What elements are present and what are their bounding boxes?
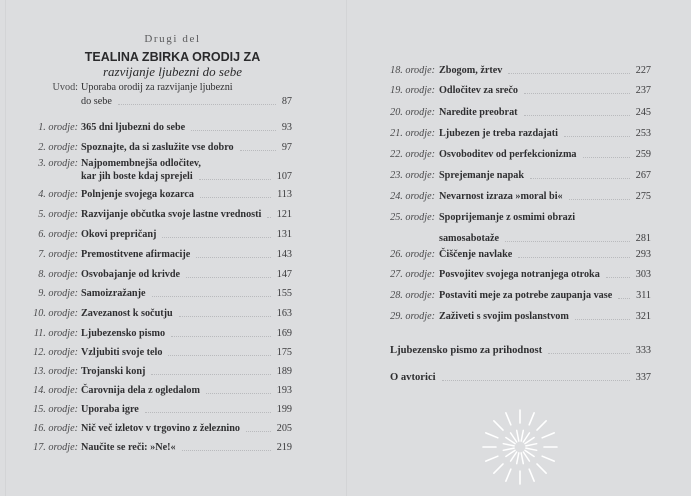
dot-leader bbox=[618, 298, 630, 299]
entry-label: 22. orodje: bbox=[390, 149, 435, 160]
sunburst-ray bbox=[506, 469, 511, 481]
toc-entry[interactable] bbox=[0, 208, 345, 221]
entry-title: Razvijanje občutka svoje lastne vrednosti bbox=[81, 209, 262, 220]
entry-title: Čiščenje navlake bbox=[439, 249, 513, 260]
entry-title: Uporaba orodij za razvijanje ljubezni bbox=[81, 82, 233, 93]
toc-entry[interactable] bbox=[345, 64, 690, 77]
toc-entry[interactable] bbox=[0, 81, 345, 108]
entry-title: Postaviti meje za potrebe zaupanja vase bbox=[439, 290, 613, 301]
entry-label: 25. orodje: bbox=[390, 212, 435, 223]
page-number: 237 bbox=[635, 85, 651, 96]
entry-label: 10. orodje: bbox=[33, 308, 78, 319]
sunburst-ray bbox=[494, 421, 503, 430]
entry-label: 6. orodje: bbox=[38, 229, 78, 240]
entry-label: 19. orodje: bbox=[390, 85, 435, 96]
page-number: 189 bbox=[276, 366, 292, 377]
sunburst-ray bbox=[486, 456, 498, 461]
entry-label: 15. orodje: bbox=[33, 404, 78, 415]
entry-title: Čarovnija dela z ogledalom bbox=[81, 385, 200, 396]
sunburst-ray bbox=[526, 444, 537, 446]
dot-leader bbox=[240, 150, 276, 151]
page-number: 205 bbox=[276, 423, 292, 434]
sunburst-ray bbox=[537, 421, 546, 430]
entry-label: 8. orodje: bbox=[38, 269, 78, 280]
sunburst-ray bbox=[537, 464, 546, 473]
sunburst-ray bbox=[486, 433, 498, 438]
entry-label: Uvod: bbox=[52, 82, 78, 93]
entry-label: 20. orodje: bbox=[390, 107, 435, 118]
entry-title: Zavezanost k sočutju bbox=[81, 308, 173, 319]
sunburst-ray bbox=[494, 464, 503, 473]
toc-entry[interactable] bbox=[345, 169, 690, 182]
toc-entry[interactable] bbox=[345, 106, 690, 119]
entry-title: Spoprijemanje z osmimi obrazi bbox=[439, 212, 576, 223]
entry-label: 23. orodje: bbox=[390, 170, 435, 181]
dot-leader bbox=[524, 115, 630, 116]
entry-label: 9. orodje: bbox=[38, 288, 78, 299]
back-matter-entry[interactable] bbox=[345, 371, 691, 384]
entry-title: Nič več izletov v trgovino z železnino bbox=[81, 423, 240, 434]
page-number: 143 bbox=[276, 249, 292, 260]
toc-entry[interactable] bbox=[345, 248, 690, 261]
entry-label: 11. orodje: bbox=[33, 328, 78, 339]
sunburst-ray bbox=[503, 444, 514, 446]
page-number: 147 bbox=[276, 269, 292, 280]
toc-entry[interactable] bbox=[0, 248, 345, 261]
sunburst-icon bbox=[480, 407, 560, 487]
part-label: Drugi del bbox=[144, 33, 201, 45]
entry-title: Okovi prepričanj bbox=[81, 229, 157, 240]
entry-label: 4. orodje: bbox=[38, 189, 78, 200]
toc-entry[interactable] bbox=[0, 384, 345, 397]
dot-leader bbox=[564, 136, 630, 137]
left-page bbox=[0, 0, 345, 496]
dot-leader bbox=[583, 157, 630, 158]
toc-entry[interactable] bbox=[345, 310, 690, 323]
entry-title: Zaživeti s svojim poslanstvom bbox=[439, 311, 569, 322]
dot-leader bbox=[442, 380, 630, 381]
part-title: TEALINA ZBIRKA ORODIJ ZA bbox=[84, 50, 261, 64]
page-number: 259 bbox=[635, 149, 651, 160]
dot-leader bbox=[191, 130, 276, 131]
toc-entry[interactable] bbox=[345, 190, 690, 203]
dot-leader bbox=[200, 197, 271, 198]
dot-leader bbox=[606, 277, 630, 278]
dot-leader bbox=[199, 179, 271, 180]
entry-title: kar jih boste kdaj sprejeli bbox=[81, 171, 193, 182]
page-number: 253 bbox=[635, 128, 651, 139]
entry-title: Najpomembnejša odločitev, bbox=[81, 158, 201, 169]
toc-entry[interactable] bbox=[0, 188, 345, 201]
sunburst-ray bbox=[506, 413, 511, 425]
page-number: 219 bbox=[276, 442, 292, 453]
toc-entry[interactable] bbox=[0, 287, 345, 300]
entry-title: Posvojitev svojega notranjega otroka bbox=[439, 269, 600, 280]
sunburst-ray bbox=[503, 448, 514, 450]
page-number: 199 bbox=[276, 404, 292, 415]
dot-leader bbox=[575, 319, 630, 320]
page-number: 227 bbox=[635, 65, 651, 76]
entry-label: 29. orodje: bbox=[390, 311, 435, 322]
entry-label: 14. orodje: bbox=[33, 385, 78, 396]
page-number: 321 bbox=[635, 311, 651, 322]
sunburst-ray bbox=[521, 430, 523, 441]
entry-title: Spoznajte, da si zaslužite vse dobro bbox=[81, 142, 234, 153]
toc-entry[interactable] bbox=[0, 228, 345, 241]
toc-entry[interactable] bbox=[345, 211, 690, 245]
toc-entry[interactable] bbox=[0, 121, 345, 134]
page-number: 121 bbox=[276, 209, 292, 220]
toc-entry[interactable] bbox=[0, 365, 345, 378]
dot-leader bbox=[162, 237, 270, 238]
dot-leader bbox=[530, 178, 630, 179]
page-number: 275 bbox=[635, 191, 651, 202]
entry-title: Polnjenje svojega kozarca bbox=[81, 189, 194, 200]
entry-label: 13. orodje: bbox=[33, 366, 78, 377]
dot-leader bbox=[118, 104, 276, 105]
toc-entry[interactable] bbox=[345, 84, 690, 97]
entry-label: 3. orodje: bbox=[38, 158, 78, 169]
entry-title: Ljubezensko pismo bbox=[81, 328, 166, 339]
entry-label: 21. orodje: bbox=[390, 128, 435, 139]
sunburst-ray bbox=[529, 413, 534, 425]
toc-entry[interactable] bbox=[0, 157, 345, 183]
sunburst-ray bbox=[542, 433, 554, 438]
entry-title: Premostitvene afirmacije bbox=[81, 249, 191, 260]
sunburst-ray bbox=[517, 430, 519, 441]
page-number: 245 bbox=[635, 107, 651, 118]
entry-title: Sprejemanje napak bbox=[439, 170, 524, 181]
entry-title: 365 dni ljubezni do sebe bbox=[81, 122, 186, 133]
page-edge bbox=[5, 0, 6, 496]
dot-leader bbox=[152, 296, 271, 297]
page-number: 193 bbox=[276, 385, 292, 396]
entry-title: Trojanski konj bbox=[81, 366, 146, 377]
sunburst-ray bbox=[529, 469, 534, 481]
page-number: 303 bbox=[635, 269, 651, 280]
dot-leader bbox=[505, 241, 630, 242]
dot-leader bbox=[267, 217, 270, 218]
dot-leader bbox=[145, 412, 271, 413]
entry-title: Vzljubiti svoje telo bbox=[81, 347, 163, 358]
entry-label: 28. orodje: bbox=[390, 290, 435, 301]
entry-title: samosabotaže bbox=[439, 233, 499, 244]
sunburst-ray bbox=[517, 453, 519, 464]
entry-title: Ljubezensko pismo za prihodnost bbox=[390, 345, 543, 356]
sunburst-ray bbox=[526, 448, 537, 450]
dot-leader bbox=[508, 73, 629, 74]
toc-entry[interactable] bbox=[0, 403, 345, 416]
entry-title: Ljubezen je treba razdajati bbox=[439, 128, 558, 139]
entry-title: Samoizražanje bbox=[81, 288, 146, 299]
page-number: 333 bbox=[635, 345, 651, 356]
toc-entry[interactable] bbox=[0, 422, 345, 435]
entry-label: 16. orodje: bbox=[33, 423, 78, 434]
toc-entry[interactable] bbox=[0, 307, 345, 320]
page-number: 293 bbox=[635, 249, 651, 260]
entry-label: 24. orodje: bbox=[390, 191, 435, 202]
entry-title: Zbogom, žrtev bbox=[439, 65, 503, 76]
page-number: 155 bbox=[276, 288, 292, 299]
toc-entry[interactable] bbox=[0, 268, 345, 281]
dot-leader bbox=[182, 450, 271, 451]
entry-title: Osvoboditev od perfekcionizma bbox=[439, 149, 577, 160]
dot-leader bbox=[186, 277, 271, 278]
entry-title: Odločitev za srečo bbox=[439, 85, 519, 96]
page-number: 107 bbox=[276, 171, 292, 182]
sunburst-ray bbox=[521, 453, 523, 464]
entry-title: Uporaba igre bbox=[81, 404, 139, 415]
entry-title: Osvobajanje od krivde bbox=[81, 269, 181, 280]
toc-entry[interactable] bbox=[345, 289, 690, 302]
entry-label: 2. orodje: bbox=[38, 142, 78, 153]
entry-title: Naučite se reči: »Ne!« bbox=[81, 442, 176, 453]
entry-title: Nevarnost izraza »moral bi« bbox=[439, 191, 563, 202]
toc-entry[interactable] bbox=[0, 441, 345, 454]
page-number: 267 bbox=[635, 170, 651, 181]
dot-leader bbox=[524, 93, 630, 94]
page-number: 87 bbox=[281, 96, 292, 107]
entry-label: 7. orodje: bbox=[38, 249, 78, 260]
entry-label: 27. orodje: bbox=[390, 269, 435, 280]
entry-label: 5. orodje: bbox=[38, 209, 78, 220]
dot-leader bbox=[518, 257, 629, 258]
back-matter-entry[interactable] bbox=[345, 344, 691, 357]
toc-entry[interactable] bbox=[345, 127, 690, 140]
dot-leader bbox=[548, 353, 630, 354]
dot-leader bbox=[151, 374, 270, 375]
entry-title: O avtorici bbox=[390, 372, 436, 383]
page-number: 163 bbox=[276, 308, 292, 319]
dot-leader bbox=[171, 336, 271, 337]
part-subtitle: razvijanje ljubezni do sebe bbox=[102, 64, 242, 79]
dot-leader bbox=[206, 393, 271, 394]
dot-leader bbox=[179, 316, 271, 317]
entry-label: 26. orodje: bbox=[390, 249, 435, 260]
page-number: 169 bbox=[276, 328, 292, 339]
dot-leader bbox=[569, 199, 630, 200]
entry-title: do sebe bbox=[81, 96, 112, 107]
toc-entry[interactable] bbox=[345, 148, 690, 161]
entry-label: 17. orodje: bbox=[33, 442, 78, 453]
sunburst-ray bbox=[542, 456, 554, 461]
entry-label: 12. orodje: bbox=[33, 347, 78, 358]
dot-leader bbox=[246, 431, 271, 432]
page-number: 97 bbox=[281, 142, 292, 153]
entry-label: 1. orodje: bbox=[38, 122, 78, 133]
page-number: 93 bbox=[281, 122, 292, 133]
page-number: 281 bbox=[635, 233, 651, 244]
page-number: 337 bbox=[635, 372, 651, 383]
entry-label: 18. orodje: bbox=[390, 65, 435, 76]
toc-entry[interactable] bbox=[0, 346, 345, 359]
dot-leader bbox=[196, 257, 270, 258]
toc-entry[interactable] bbox=[0, 141, 345, 154]
toc-entry[interactable] bbox=[0, 327, 345, 340]
page-number: 311 bbox=[636, 290, 651, 301]
page-number: 175 bbox=[276, 347, 292, 358]
dot-leader bbox=[168, 355, 270, 356]
page-number: 131 bbox=[276, 229, 292, 240]
entry-title: Naredite preobrat bbox=[439, 107, 518, 118]
page-number: 113 bbox=[277, 189, 292, 200]
toc-entry[interactable] bbox=[345, 268, 690, 281]
